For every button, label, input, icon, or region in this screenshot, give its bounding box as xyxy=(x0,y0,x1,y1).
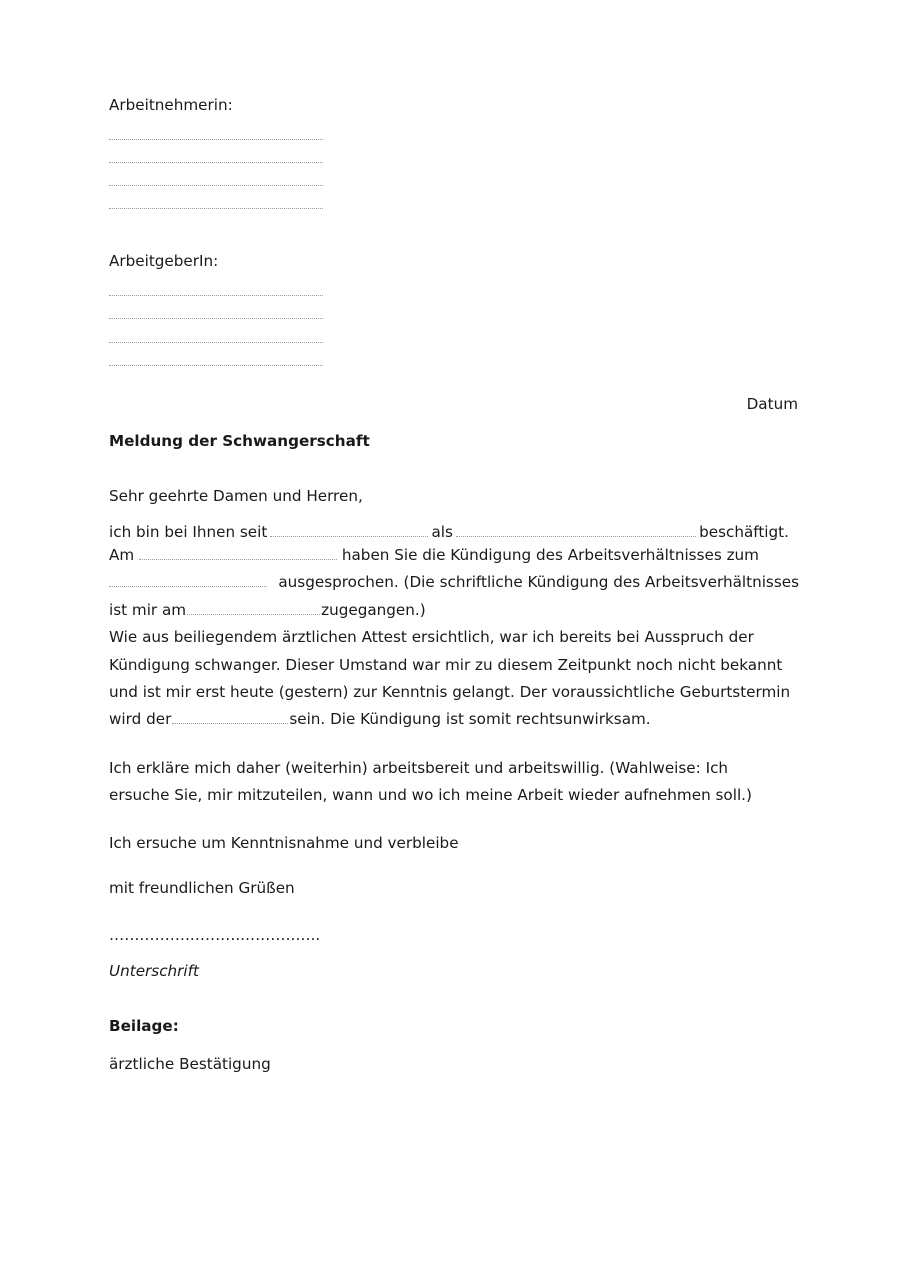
paragraph-termination xyxy=(109,519,799,734)
text-segment: ist mir am xyxy=(109,600,187,619)
enclosure-item: ärztliche Bestätigung xyxy=(109,1055,271,1073)
received-date-field[interactable] xyxy=(187,613,320,615)
salutation: Sehr geehrte Damen und Herren, xyxy=(109,487,363,505)
employee-address-line[interactable] xyxy=(109,162,323,163)
text-line xyxy=(109,652,799,679)
text-line: Ich erkläre mich daher (weiterhin) arbeitsbereit und arbeitswillig. (Wahlweise: Ich xyxy=(109,759,729,777)
text-segment: haben Sie die Kündigung des Arbeitsverhältnisses zum xyxy=(341,546,759,565)
text-segment: sein. Die Kündigung ist somit rechtsunwirksam. xyxy=(289,710,651,729)
paragraph-acknowledgement: Ich ersuche um Kenntnisnahme und verbleibe xyxy=(109,834,459,852)
employer-address-line[interactable] xyxy=(109,342,323,343)
text-line xyxy=(109,706,799,733)
enclosure-heading: Beilage: xyxy=(109,1017,179,1035)
text-line xyxy=(109,679,799,706)
text-line xyxy=(109,569,799,596)
signature-label: Unterschrift xyxy=(109,962,199,980)
text-line xyxy=(109,597,799,624)
text-segment: beschäftigt. xyxy=(699,523,789,541)
since-date-field[interactable] xyxy=(270,535,428,537)
text-line xyxy=(109,624,799,651)
employer-label: ArbeitgeberIn: xyxy=(109,252,219,270)
closing-greeting: mit freundlichen Grüßen xyxy=(109,879,295,897)
employer-address-line[interactable] xyxy=(109,318,323,319)
text-line: ersuche Sie, mir mitzuteilen, wann und wo ich meine Arbeit wieder aufnehmen soll.) xyxy=(109,786,752,805)
termination-date-field[interactable] xyxy=(139,558,337,560)
text-segment: wird der xyxy=(109,710,172,729)
employee-address-line[interactable] xyxy=(109,208,323,209)
signature-line[interactable]: …………….………..……….….. xyxy=(109,926,321,944)
paragraph-willingness xyxy=(109,755,799,810)
text-segment: als xyxy=(431,523,453,541)
employer-address-line[interactable] xyxy=(109,365,323,366)
text-segment: Kündigung schwanger. Dieser Umstand war mir zu diesem Zeitpunkt noch nicht bekannt xyxy=(109,655,783,674)
text-segment: Wie aus beiliegendem ärztlichen Attest ersichtlich, war ich bereits bei Ausspruch der xyxy=(109,628,754,647)
employee-address-line[interactable] xyxy=(109,185,323,186)
text-segment: ich bin bei Ihnen seit xyxy=(109,523,268,541)
text-segment: Am xyxy=(109,546,135,565)
subject-heading: Meldung der Schwangerschaft xyxy=(109,432,370,450)
text-segment: und ist mir erst heute (gestern) zur Kenntnis gelangt. Der voraussichtliche Geburtstermin xyxy=(109,682,791,701)
employee-label: Arbeitnehmerin: xyxy=(109,96,233,114)
due-date-field[interactable] xyxy=(172,722,288,724)
text-segment: zugegangen.) xyxy=(321,600,426,619)
date-label: Datum xyxy=(746,395,798,413)
text-segment: ausgesprochen. (Die schriftliche Kündigung des Arbeitsverhältnisses xyxy=(278,573,799,592)
termination-effective-field[interactable] xyxy=(109,585,267,587)
job-title-field[interactable] xyxy=(456,535,696,537)
employer-address-line[interactable] xyxy=(109,295,323,296)
employee-address-line[interactable] xyxy=(109,139,323,140)
